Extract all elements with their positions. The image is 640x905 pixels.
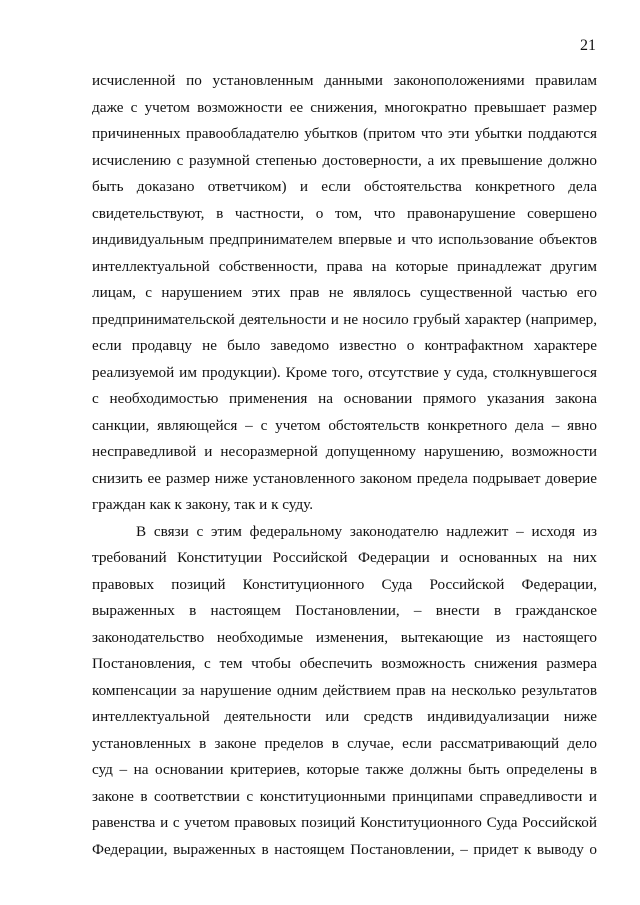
text-line: быть доказано ответчиком) и если обстоятельства конкретного дела (92, 178, 597, 195)
text-line: исчислению с разумной степенью достоверности, а их превышение должно (92, 151, 597, 169)
text-line: суд – на основании критериев, которые также должны быть определены в (92, 761, 597, 778)
text-line: В связи с этим федеральному законодателю надлежит – исходя из (136, 522, 597, 540)
text-line: установленных в законе пределов в случае, если рассматривающий дело (92, 734, 597, 752)
text-line: санкции, являющейся – с учетом обстоятельств конкретного дела – явно (92, 416, 597, 434)
text-line: выраженных в настоящем Постановлении, – внести в гражданское (92, 602, 597, 619)
text-line: законодательство необходимые изменения, вытекающие из настоящего (92, 628, 597, 646)
text-line: законе в соответствии с конституционными принципами справедливости и (92, 787, 597, 805)
body-text (92, 68, 597, 863)
text-line: равенства и с учетом правовых позиций Конституционного Суда Российской (92, 814, 597, 831)
text-line: граждан как к закону, так и к суду. (92, 496, 314, 513)
text-line: снизить ее размер ниже установленного законом предела подрывает доверие (92, 469, 597, 487)
text-line: даже с учетом возможности ее снижения, многократно превышает размер (92, 98, 597, 116)
text-line: реализуемой им продукции). Кроме того, отсутствие у суда, столкнувшегося (92, 363, 597, 381)
text-line: Федерации, выраженных в настоящем Постановлении, – придет к выводу о (92, 840, 597, 858)
text-line: исчисленной по установленным данными законоположениями правилам (92, 72, 597, 89)
text-line: правовых позиций Конституционного Суда Российской Федерации, (92, 575, 597, 593)
text-line: компенсации за нарушение одним действием прав на несколько результатов (92, 681, 597, 699)
text-line: Постановления, с тем чтобы обеспечить возможность снижения размера (92, 655, 597, 672)
text-line: интеллектуальной собственности, права на которые принадлежат другим (92, 257, 597, 275)
text-line: предпринимательской деятельности и не носило грубый характер (например, (92, 310, 597, 328)
text-line: причиненных правообладателю убытков (притом что эти убытки поддаются (92, 125, 597, 142)
text-line: индивидуальным предпринимателем впервые и что использование объектов (92, 231, 597, 248)
text-line: с необходимостью применения на основании прямого указания закона (92, 390, 597, 407)
text-line: лицам, с нарушением этих прав не являлось существенной частью его (92, 284, 597, 301)
text-line: если продавцу не было заведомо известно о контрафактном характере (92, 337, 597, 354)
page-number: 21 (580, 37, 596, 54)
paragraph-1 (92, 68, 597, 519)
text-line: несправедливой и несоразмерной допущенному нарушению, возможности (92, 443, 597, 460)
text-line: свидетельствуют, в частности, о том, что правонарушение совершено (92, 204, 597, 222)
text-line: требований Конституции Российской Федерации и основанных на них (92, 549, 597, 566)
paragraph-2 (92, 519, 597, 864)
text-line: интеллектуальной деятельности или средств индивидуализации ниже (92, 708, 597, 725)
